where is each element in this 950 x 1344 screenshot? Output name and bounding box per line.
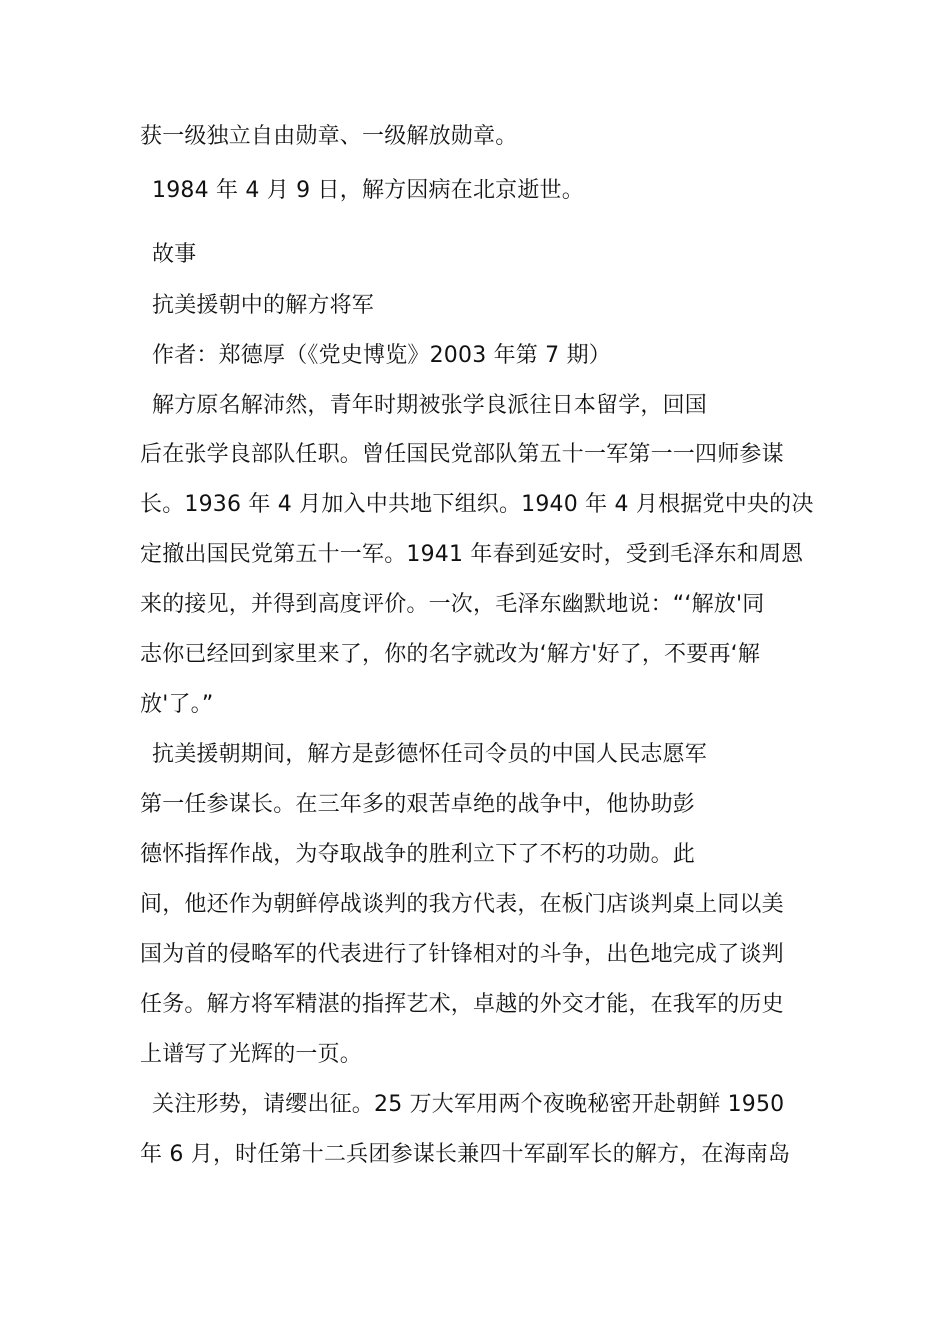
text-line: 1984 年 4 月 9 日，解方因病在北京逝世。 xyxy=(152,178,584,203)
text-line: 任务。解方将军精湛的指挥艺术，卓越的外交才能，在我军的历史 xyxy=(140,992,784,1017)
article-byline: 作者：郑德厚（《党史博览》2003 年第 7 期） xyxy=(152,343,611,368)
text-line: 抗美援朝期间，解方是彭德怀任司令员的中国人民志愿军 xyxy=(152,742,708,767)
text-line: 长。1936 年 4 月加入中共地下组织。1940 年 4 月根据党中央的决 xyxy=(140,492,814,517)
text-line: 志你已经回到家里来了，你的名字就改为‘解方'好了，不要再‘解 xyxy=(140,642,761,667)
text-line: 国为首的侵略军的代表进行了针锋相对的斗争，出色地完成了谈判 xyxy=(140,942,784,967)
text-line: 解方原名解沛然，青年时期被张学良派往日本留学，回国 xyxy=(152,393,708,418)
section-heading: 故事 xyxy=(152,242,197,267)
text-line: 第一任参谋长。在三年多的艰苦卓绝的战争中，他协助彭 xyxy=(140,792,696,817)
text-line: 来的接见，并得到高度评价。一次，毛泽东幽默地说：“‘解放'同 xyxy=(140,592,765,617)
text-line: 后在张学良部队任职。曾任国民党部队第五十一军第一一四师参谋 xyxy=(140,442,784,467)
article-title: 抗美援朝中的解方将军 xyxy=(152,293,375,318)
text-line: 放'了。” xyxy=(140,692,214,717)
text-line: 年 6 月，时任第十二兵团参谋长兼四十军副军长的解方，在海南岛 xyxy=(140,1142,791,1167)
text-line: 上谱写了光辉的一页。 xyxy=(140,1042,363,1067)
text-line: 获一级独立自由勋章、一级解放勋章。 xyxy=(140,124,518,149)
text-line: 德怀指挥作战，为夺取战争的胜利立下了不朽的功勋。此 xyxy=(140,842,696,867)
text-line: 关注形势，请缨出征。25 万大军用两个夜晚秘密开赴朝鲜 1950 xyxy=(152,1092,785,1117)
text-line: 间，他还作为朝鲜停战谈判的我方代表，在板门店谈判桌上同以美 xyxy=(140,892,784,917)
text-line: 定撤出国民党第五十一军。1941 年春到延安时，受到毛泽东和周恩 xyxy=(140,542,804,567)
